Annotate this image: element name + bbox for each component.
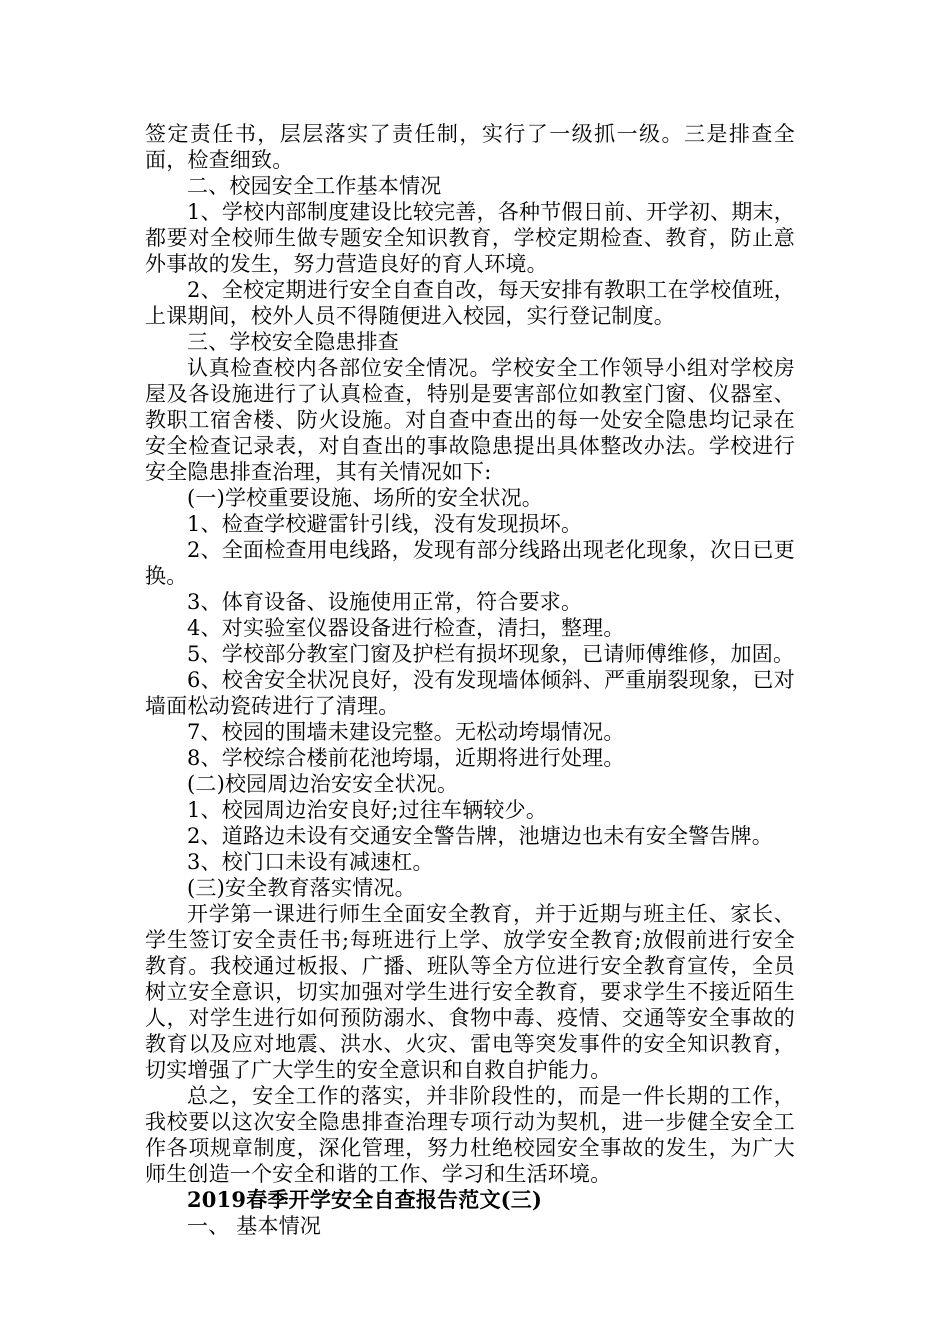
list-item: 2、全面检查用电线路，发现有部分线路出现老化现象，次日已更换。 (145, 538, 795, 588)
list-item: 1、检查学校避雷针引线，没有发现损坏。 (187, 512, 583, 536)
paragraph-inspection: 认真检查校内各部位安全情况。学校安全工作领导小组对学校房屋及各设施进行了认真检查，特别是要害部位如教室门窗、仪器室、教职工宿舍楼、防火设施。对自查中查出的每一处安全隐患均记录在安全检查记录表，对自查出的事故隐患提出具体整改办法。学校进行安全隐患排查治理，其有关情况如下: (145, 356, 795, 484)
subsection-heading-facilities: (一)学校重要设施、场所的安全状况。 (187, 486, 543, 510)
list-item: 7、校园的围墙未建设完整。无松动垮塌情况。 (187, 720, 625, 744)
paragraph-rules: 1、学校内部制度建设比较完善，各种节假日前、开学初、期末，都要对全校师生做专题安全知识教育，学校定期检查、教育，防止意外事故的发生，努力营造良好的育人环境。 (145, 200, 795, 276)
section-heading-hazard-check: 三、学校安全隐患排查 (187, 330, 399, 354)
list-item: 5、学校部分教室门窗及护栏有损坏现象，已请师傅维修，加固。 (187, 642, 795, 666)
list-item: 4、对实验室仪器设备进行检查，清扫，整理。 (187, 616, 625, 640)
article-title: 2019春季开学安全自查报告范文(三) (187, 1187, 543, 1212)
paragraph-conclusion: 总之，安全工作的落实，并非阶段性的，而是一件长期的工作，我校要以这次安全隐患排查治理专项行动为契机，进一步健全安全工作各项规章制度，深化管理，努力杜绝校园安全事故的发生，为广大师生创造一个安全和谐的工作、学习和生活环境。 (145, 1084, 795, 1186)
subsection-heading-education: (三)安全教育落实情况。 (187, 876, 416, 900)
list-item: 3、体育设备、设施使用正常，符合要求。 (187, 590, 583, 614)
subsection-heading-surroundings: (二)校园周边治安安全状况。 (187, 772, 459, 796)
document-body (145, 121, 795, 1239)
list-item: 3、校门口未设有减速杠。 (187, 850, 434, 874)
paragraph-education: 开学第一课进行师生全面安全教育，并于近期与班主任、家长、学生签订安全责任书;每班进行上学、放学安全教育;放假前进行安全教育。我校通过板报、广播、班队等全方位进行安全教育宣传，全员树立安全意识，切实加强对学生进行安全教育，要求学生不接近陌生人，对学生进行如何预防溺水、食物中毒、疫情、交通等安全事故的教育以及应对地震、洪水、火灾、雷电等突发事件的安全知识教育，切实增强了广大学生的安全意识和自救自护能力。 (145, 902, 795, 1082)
paragraph-self-check: 2、全校定期进行安全自查自改，每天安排有教职工在学校值班，上课期间，校外人员不得随便进入校园，实行登记制度。 (145, 278, 795, 328)
list-item: 2、道路边未设有交通安全警告牌，池塘边也未有安全警告牌。 (187, 824, 773, 848)
paragraph-1: 签定责任书，层层落实了责任制，实行了一级抓一级。三是排查全面，检查细致。 (145, 122, 795, 172)
list-item: 1、校园周边治安良好;过往车辆较少。 (187, 798, 548, 822)
section-heading-basic-info: 一、 基本情况 (187, 1214, 322, 1238)
list-item: 8、学校综合楼前花池垮塌，近期将进行处理。 (187, 746, 625, 770)
section-heading-campus-safety: 二、校园安全工作基本情况 (187, 174, 442, 198)
list-item: 6、校舍安全状况良好，没有发现墙体倾斜、严重崩裂现象，已对墙面松动瓷砖进行了清理。 (145, 668, 795, 718)
